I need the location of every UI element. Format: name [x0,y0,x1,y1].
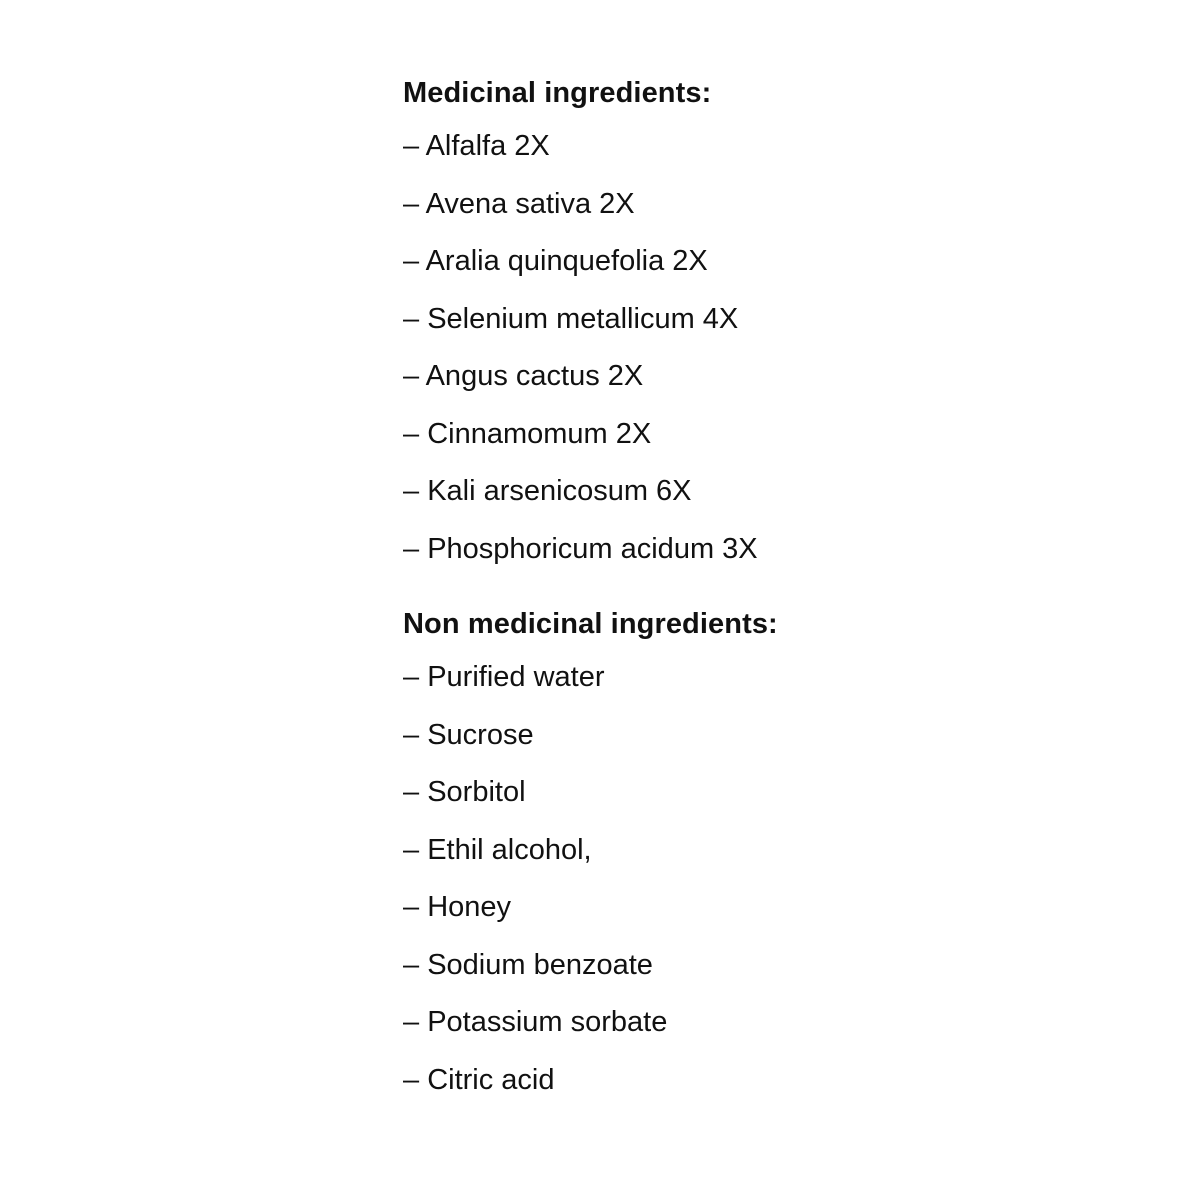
medicinal-section [390,68,810,569]
list-item: – Potassium sorbate [390,1002,810,1042]
non-medicinal-heading: Non medicinal ingredients: [403,608,778,640]
non-medicinal-list [390,657,810,1100]
list-item: – Honey [390,887,810,927]
non-medicinal-section [390,599,810,1100]
list-item: – Angus cactus 2X [390,356,810,396]
list-item: – Sucrose [390,715,810,755]
ingredients-panel [390,68,810,1117]
section-divider [390,586,810,599]
list-item: – Avena sativa 2X [390,184,810,224]
medicinal-list [390,126,810,569]
list-item: – Selenium metallicum 4X [390,299,810,339]
medicinal-heading: Medicinal ingredients: [403,77,712,109]
list-item: – Kali arsenicosum 6X [390,471,810,511]
list-item: – Sodium benzoate [390,945,810,985]
list-item: – Cinnamomum 2X [390,414,810,454]
list-item: – Ethil alcohol, [390,830,810,870]
list-item: – Sorbitol [390,772,810,812]
list-item: – Purified water [390,657,810,697]
list-item: – Phosphoricum acidum 3X [390,529,810,569]
list-item: – Alfalfa 2X [390,126,810,166]
list-item: – Citric acid [390,1060,810,1100]
list-item: – Aralia quinquefolia 2X [390,241,810,281]
